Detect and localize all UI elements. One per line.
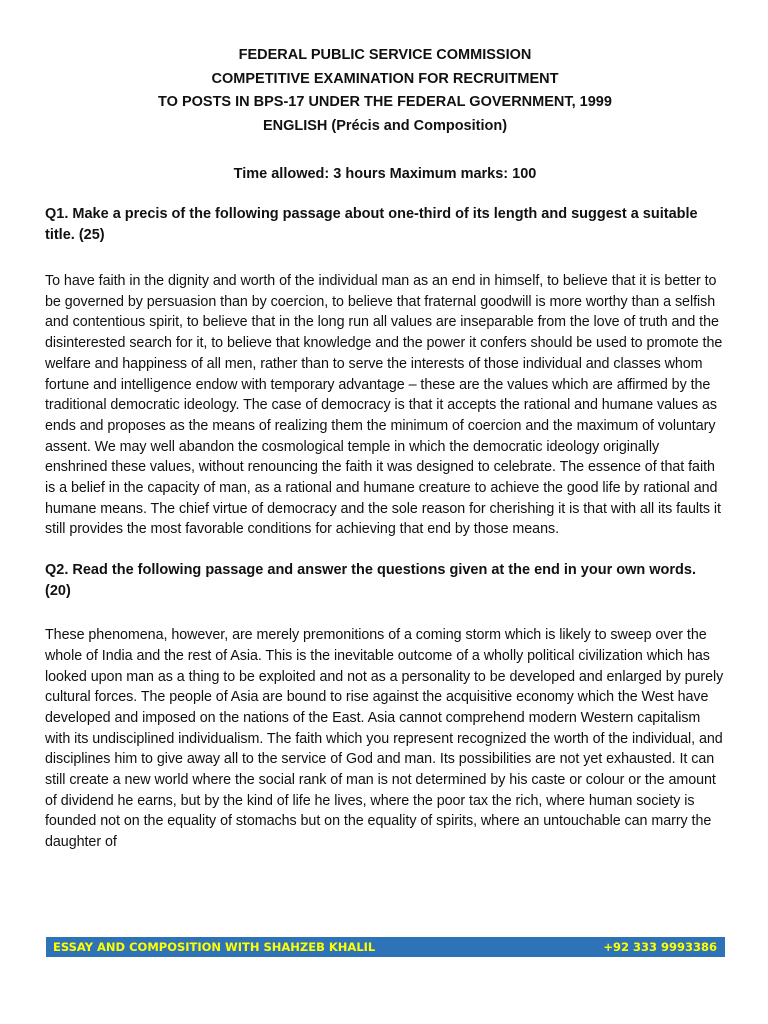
- subject-title: ENGLISH (Précis and Composition): [262, 117, 508, 134]
- footer-banner: [46, 937, 725, 957]
- q1-heading: Q1. Make a precis of the following passage about one-third of its length and suggest a suitable title. (25): [45, 206, 698, 243]
- q2-heading: Q2. Read the following passage and answer the questions given at the end in your own words. (20): [45, 562, 696, 600]
- commission-title: FEDERAL PUBLIC SERVICE COMMISSION: [238, 47, 532, 63]
- q2-passage: These phenomena, however, are merely premonitions of a coming storm which is likely to sweep over the whole of India and the rest of Asia. This is the inevitable outcome of a wholly political civilization which has looked upon man as a thing to be exploited and not as a personality to be developed and enlarged by purely cultural forces. The people of Asia are bound to rise against the acquisitive economy which the West have developed and imposed on the nations of the East. Asia cannot comprehend modern Western capitalism with its undisciplined individualism. The faith which you represent recognized the worth of the individual, and disciplines him to give away all to the service of God and man. Its possibilities are not yet exhausted. It can still create a new world where the social rank of man is not determined by his caste or colour or the amount of dividend he earns, but by the kind of life he lives, where the poor tax the rich, where human society is founded not on the equality of stomachs but on the equality of spirits, where an untouchable can marry the daughter of: [45, 627, 724, 851]
- q1-passage: To have faith in the dignity and worth of the individual man as an end in himself, to believe that it is better to be governed by persuasion than by coercion, to believe that fraternal goodwill is more worthy than a selfish and contentious spirit, to believe that in the long run all values are inseparable from the love of truth and the disinterested search for it, to believe that knowledge and the power it confers should be used to promote the welfare and happiness of all men, rather than to serve the interests of those individual and classes whom fortune and intelligence endow with temporary advantage – these are the values which are affirmed by the traditional democratic ideology. The case of democracy is that it accepts the rational and humane values as ends and proposes as the means of realizing them the minimum of coercion and the maximum of voluntary assent. We may well abandon the cosmological temple in which the democratic ideology originally enshrined these values, without renouncing the faith it was designed to celebrate. The essence of that faith is a belief in the capacity of man, as a rational and humane creature to achieve the good life by rational and humane means. The chief virtue of democracy and the sole reason for cherishing it is that with all its faults it still provides the most favorable conditions for achieving that end by those means.: [45, 273, 723, 538]
- footer-phone: +92 333 9993386: [603, 940, 717, 954]
- time-and-marks: Time allowed: 3 hours Maximum marks: 100: [233, 166, 537, 182]
- footer-title: ESSAY AND COMPOSITION WITH SHAHZEB KHALIL: [53, 940, 376, 954]
- posts-title: TO POSTS IN BPS-17 UNDER THE FEDERAL GOVERNMENT, 1999: [158, 94, 612, 110]
- document-page: [45, 44, 725, 853]
- exam-title: COMPETITIVE EXAMINATION FOR RECRUITMENT: [211, 70, 559, 87]
